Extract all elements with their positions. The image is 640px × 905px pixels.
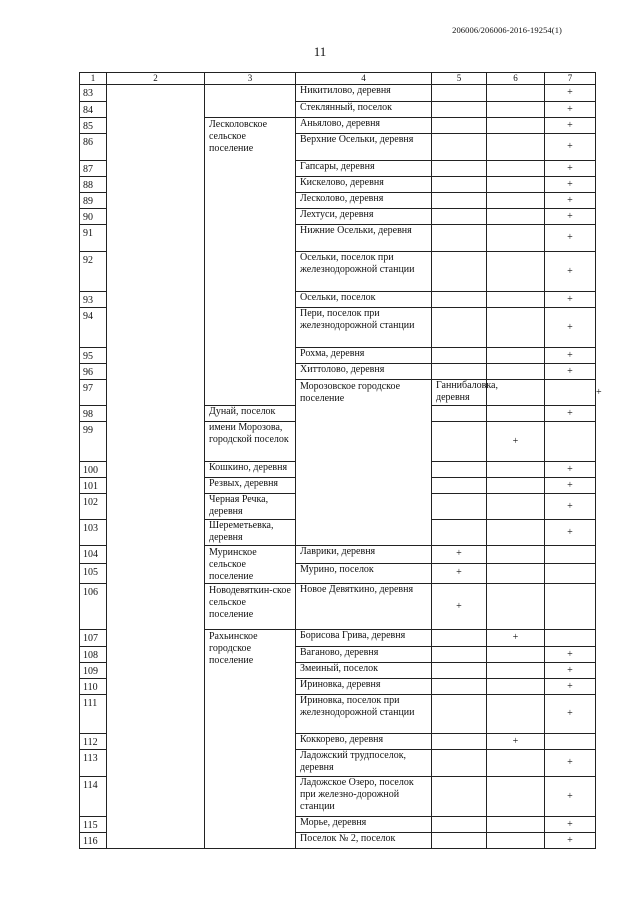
mark-cell-col-5: + — [432, 563, 487, 583]
row-number-text: 115 — [83, 820, 98, 831]
row-number — [80, 563, 107, 583]
mark-cell-col-6 — [487, 777, 545, 817]
mark-cell-col-6 — [487, 478, 545, 494]
row-number — [80, 750, 107, 777]
mark-cell-col-6 — [487, 817, 545, 833]
mark-cell-col-7: + — [545, 102, 596, 118]
row-number-text: 101 — [83, 481, 98, 492]
locality-name: Кискелово, деревня — [296, 177, 432, 193]
mark-cell-col-6 — [487, 833, 545, 849]
locality-name: Шереметьевка, деревня — [205, 520, 296, 546]
settlement-group-cell: Рахьинское городское поселение — [205, 630, 296, 849]
row-number — [80, 520, 107, 546]
row-number-text: 106 — [83, 587, 98, 598]
header-cell-1: 1 — [80, 73, 107, 85]
mark-cell-col-6 — [487, 292, 545, 308]
settlement-group-cell: Муринское сельское поселение — [205, 546, 296, 584]
row-number — [80, 292, 107, 308]
row-number — [80, 663, 107, 679]
mark-cell-col-7: + — [545, 817, 596, 833]
mark-cell-col-6: + — [487, 734, 545, 750]
mark-cell-col-7: + — [545, 462, 596, 478]
mark-cell-col-5 — [432, 833, 487, 849]
mark-cell-col-5 — [432, 308, 487, 348]
locality-name: Осельки, поселок — [296, 292, 432, 308]
row-number — [80, 348, 107, 364]
row-number-text: 112 — [83, 737, 98, 748]
mark-cell-col-7: + — [545, 663, 596, 679]
row-number-text: 99 — [83, 425, 93, 436]
row-number-text: 95 — [83, 351, 93, 362]
mark-cell-col-7: + — [545, 695, 596, 734]
row-number-text: 93 — [83, 295, 93, 306]
row-number-text: 104 — [83, 549, 98, 560]
row-number — [80, 546, 107, 564]
mark-cell-col-7 — [545, 422, 596, 462]
settlements-table — [79, 72, 602, 849]
row-number — [80, 364, 107, 380]
mark-cell-col-5 — [432, 364, 487, 380]
locality-name: Мурино, поселок — [296, 563, 432, 583]
mark-cell-col-5 — [432, 85, 487, 102]
mark-cell-col-7: + — [545, 118, 596, 134]
row-number-text: 102 — [83, 497, 98, 508]
mark-cell-col-6 — [487, 118, 545, 134]
mark-cell-col-6 — [487, 494, 545, 520]
settlement-group-cell: Лесколовское сельское поселение — [205, 118, 296, 406]
mark-cell-col-7: + — [545, 520, 596, 546]
mark-cell-col-5 — [432, 750, 487, 777]
locality-name: Гапсары, деревня — [296, 161, 432, 177]
row-number — [80, 679, 107, 695]
locality-name: имени Морозова, городской поселок — [205, 422, 296, 462]
row-number-text: 110 — [83, 682, 98, 693]
mark-cell-col-5 — [432, 225, 487, 252]
mark-cell-col-7: + — [545, 161, 596, 177]
row-number-text: 85 — [83, 121, 93, 132]
locality-name: Резвых, деревня — [205, 478, 296, 494]
row-number-text: 91 — [83, 228, 93, 239]
locality-name: Кошкино, деревня — [205, 462, 296, 478]
row-number — [80, 817, 107, 833]
row-number-text: 103 — [83, 523, 98, 534]
mark-cell-col-7: + — [545, 252, 596, 292]
locality-name: Лаврики, деревня — [296, 546, 432, 564]
mark-cell-col-5 — [432, 734, 487, 750]
header-cell-6: 6 — [487, 73, 545, 85]
mark-cell-col-5 — [432, 647, 487, 663]
mark-cell-col-5 — [432, 520, 487, 546]
mark-cell-col-6 — [487, 308, 545, 348]
row-number-text: 87 — [83, 164, 93, 175]
mark-cell-col-6 — [487, 209, 545, 225]
mark-cell-col-5 — [432, 102, 487, 118]
row-number — [80, 833, 107, 849]
mark-cell-col-5: + — [432, 546, 487, 564]
table-row — [80, 85, 596, 102]
mark-cell-col-5 — [432, 406, 487, 422]
locality-name: Никитилово, деревня — [296, 85, 432, 102]
mark-cell-col-5 — [432, 161, 487, 177]
locality-name: Пери, поселок при железнодорожной станции — [296, 308, 432, 348]
locality-name: Борисова Грива, деревня — [296, 630, 432, 647]
row-number — [80, 584, 107, 630]
row-number — [80, 422, 107, 462]
row-number-text: 105 — [83, 566, 98, 578]
mark-cell-col-6 — [487, 364, 545, 380]
row-number — [80, 695, 107, 734]
mark-cell-col-7: + — [545, 494, 596, 520]
settlement-group-cell: Морозовское городское поселение — [296, 380, 432, 546]
mark-cell-col-5 — [432, 422, 487, 462]
mark-cell-col-7: + — [545, 193, 596, 209]
mark-cell-col-6 — [487, 462, 545, 478]
header-cell-3: 3 — [205, 73, 296, 85]
locality-name: Ириновка, поселок при железнодорожной станции — [296, 695, 432, 734]
row-number-text: 113 — [83, 753, 98, 764]
row-number-text: 111 — [83, 698, 98, 709]
mark-cell-col-6 — [545, 380, 596, 406]
mark-cell-col-5 — [432, 478, 487, 494]
mark-cell-col-7: + — [545, 750, 596, 777]
mark-cell-col-7 — [545, 630, 596, 647]
locality-name: Ладожский трудпоселок, деревня — [296, 750, 432, 777]
row-number — [80, 406, 107, 422]
locality-name: Осельки, поселок при железнодорожной станции — [296, 252, 432, 292]
mark-cell-col-7 — [545, 734, 596, 750]
mark-cell-col-6 — [487, 225, 545, 252]
mark-cell-col-5 — [432, 679, 487, 695]
row-number-text: 100 — [83, 465, 98, 476]
mark-cell-col-6: + — [487, 422, 545, 462]
row-number — [80, 85, 107, 102]
locality-name: Рохма, деревня — [296, 348, 432, 364]
mark-cell-col-5 — [432, 292, 487, 308]
mark-cell-col-5 — [432, 177, 487, 193]
settlement-group-cell: Новодевяткин-ское сельское поселение — [205, 584, 296, 630]
locality-name: Ириновка, деревня — [296, 679, 432, 695]
row-number — [80, 177, 107, 193]
mark-cell-col-7 — [545, 584, 596, 630]
mark-cell-col-7: + — [545, 134, 596, 161]
mark-cell-col-5 — [432, 118, 487, 134]
mark-cell-col-6 — [487, 546, 545, 564]
mark-cell-col-7: + — [545, 777, 596, 817]
locality-name: Морье, деревня — [296, 817, 432, 833]
mark-cell-col-6 — [487, 102, 545, 118]
mark-cell-col-7: + — [545, 833, 596, 849]
mark-cell-col-6 — [487, 520, 545, 546]
mark-cell-col-5 — [432, 462, 487, 478]
mark-cell-col-5 — [432, 348, 487, 364]
locality-name: Нижние Осельки, деревня — [296, 225, 432, 252]
mark-cell-col-5 — [432, 252, 487, 292]
mark-cell-col-5 — [432, 630, 487, 647]
mark-cell-col-7 — [545, 563, 596, 583]
row-number-text: 92 — [83, 255, 93, 266]
row-number — [80, 118, 107, 134]
mark-cell-col-5 — [432, 209, 487, 225]
mark-cell-col-5 — [432, 134, 487, 161]
mark-cell-col-6 — [487, 663, 545, 679]
row-number-text: 97 — [83, 383, 93, 394]
locality-name: Хиттолово, деревня — [296, 364, 432, 380]
settlement-group-cell — [205, 85, 296, 118]
row-number-text: 96 — [83, 367, 93, 378]
mark-cell-col-6 — [487, 252, 545, 292]
row-number — [80, 647, 107, 663]
row-number — [80, 134, 107, 161]
mark-cell-col-6 — [487, 695, 545, 734]
mark-cell-col-5 — [432, 663, 487, 679]
page-number: 11 — [313, 44, 327, 59]
locality-name: Змеиный, поселок — [296, 663, 432, 679]
row-number — [80, 777, 107, 817]
mark-cell-col-7: + — [545, 308, 596, 348]
mark-cell-col-7: + — [545, 292, 596, 308]
locality-name: Дунай, поселок — [205, 406, 296, 422]
mark-cell-col-7 — [545, 546, 596, 564]
locality-name: Черная Речка, деревня — [205, 494, 296, 520]
locality-name: Новое Девяткино, деревня — [296, 584, 432, 630]
row-number-text: 98 — [83, 409, 93, 420]
row-number — [80, 478, 107, 494]
mark-cell-col-6 — [487, 193, 545, 209]
mark-cell-col-6 — [487, 679, 545, 695]
row-number-text: 88 — [83, 180, 93, 191]
locality-name: Аньялово, деревня — [296, 118, 432, 134]
row-number-text: 90 — [83, 212, 93, 223]
row-number-text: 83 — [83, 88, 93, 99]
locality-name: Лесколово, деревня — [296, 193, 432, 209]
mark-cell-col-7: + — [545, 364, 596, 380]
row-number-text: 94 — [83, 311, 93, 322]
locality-name: Поселок № 2, поселок — [296, 833, 432, 849]
row-number-text: 89 — [83, 196, 93, 207]
locality-name: Верхние Осельки, деревня — [296, 134, 432, 161]
mark-cell-col-7: + — [545, 85, 596, 102]
mark-cell-col-6 — [487, 348, 545, 364]
mark-cell-col-7: + — [545, 177, 596, 193]
mark-cell-col-6 — [487, 85, 545, 102]
mark-cell-col-6 — [487, 750, 545, 777]
row-number — [80, 494, 107, 520]
locality-name: Лехтуси, деревня — [296, 209, 432, 225]
mark-cell-col-7: + — [545, 348, 596, 364]
header-row — [80, 73, 596, 85]
row-number-text: 108 — [83, 650, 98, 661]
mark-cell-col-5 — [432, 777, 487, 817]
row-number — [80, 225, 107, 252]
mark-cell-col-6 — [487, 134, 545, 161]
district-cell — [107, 85, 205, 849]
row-number-text: 86 — [83, 137, 93, 148]
header-cell-4: 4 — [296, 73, 432, 85]
mark-cell-col-6 — [487, 177, 545, 193]
row-number — [80, 630, 107, 647]
mark-cell-col-6 — [487, 161, 545, 177]
mark-cell-col-7: + — [545, 679, 596, 695]
mark-cell-col-6 — [487, 647, 545, 663]
locality-name: Ваганово, деревня — [296, 647, 432, 663]
header-cell-5: 5 — [432, 73, 487, 85]
mark-cell-col-5: + — [432, 584, 487, 630]
header-cell-7: 7 — [545, 73, 596, 85]
row-number — [80, 252, 107, 292]
row-number — [80, 380, 107, 406]
mark-cell-col-6 — [487, 584, 545, 630]
mark-cell-col-7: + — [545, 209, 596, 225]
row-number-text: 84 — [83, 105, 93, 116]
locality-name: Коккорево, деревня — [296, 734, 432, 750]
row-number — [80, 462, 107, 478]
row-number-text: 116 — [83, 836, 98, 847]
row-number — [80, 102, 107, 118]
mark-cell-col-5 — [432, 695, 487, 734]
locality-name: Стеклянный, поселок — [296, 102, 432, 118]
row-number — [80, 193, 107, 209]
mark-cell-col-7: + — [545, 478, 596, 494]
mark-cell-col-6 — [487, 406, 545, 422]
table-row: 97 Морозовское городское поселение Ганнибаловка, деревня + — [80, 380, 596, 406]
row-number — [80, 161, 107, 177]
row-number — [80, 308, 107, 348]
mark-cell-col-5 — [432, 193, 487, 209]
row-number — [80, 209, 107, 225]
mark-cell-col-5 — [432, 817, 487, 833]
mark-cell-col-6: + — [487, 630, 545, 647]
mark-cell-col-7: + — [545, 225, 596, 252]
locality-name: Ганнибаловка, деревня — [432, 380, 487, 406]
row-number-text: 109 — [83, 666, 98, 677]
mark-cell-col-7: + — [545, 647, 596, 663]
document-id: 206006/206006-2016-19254(1) — [452, 25, 562, 35]
mark-cell-col-5 — [432, 494, 487, 520]
header-cell-2: 2 — [107, 73, 205, 85]
row-number — [80, 734, 107, 750]
row-number-text: 107 — [83, 633, 98, 644]
locality-name: Ладожское Озеро, поселок при железно-дорожной станции — [296, 777, 432, 817]
row-number-text: 114 — [83, 780, 98, 791]
mark-cell-col-6 — [487, 563, 545, 583]
mark-cell-col-7: + — [545, 406, 596, 422]
